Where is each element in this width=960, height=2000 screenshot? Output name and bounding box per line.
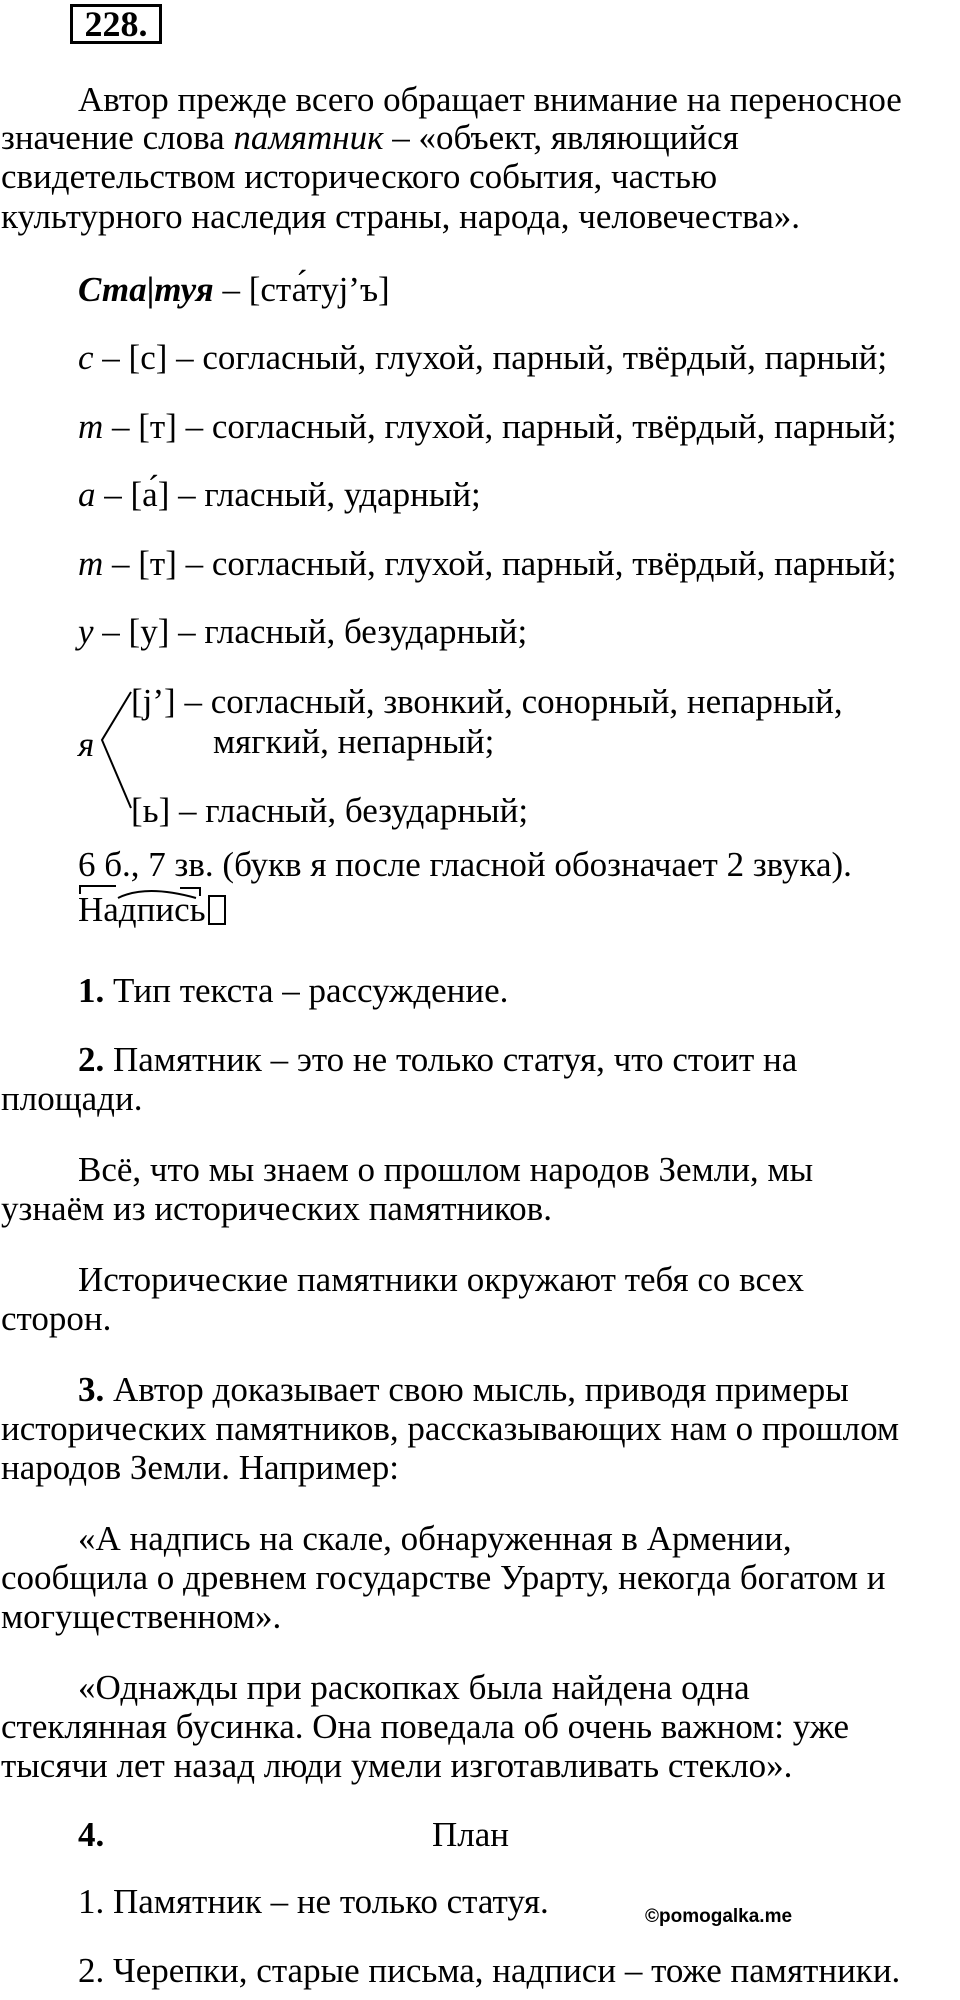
morph-word-text: Надпись	[78, 890, 206, 929]
intro-line-1: Автор прежде всего обращает внимание на переносное	[78, 80, 902, 119]
answer-2-line-2: площади.	[1, 1079, 143, 1118]
paragraph-line: сторон.	[1, 1299, 112, 1338]
ya-sound-1-line-2: мягкий, непарный;	[213, 722, 495, 761]
answer-number: 1.	[78, 971, 105, 1010]
transcription: – [ста́туj’ъ]	[213, 270, 390, 309]
root-arc	[118, 891, 196, 898]
answer-text: Тип текста – рассуждение.	[104, 971, 509, 1010]
watermark: ©pomogalka.me	[645, 1906, 793, 1927]
intro-line-2	[1, 116, 739, 160]
answer-text: Памятник – это не только статуя, что стоит на	[104, 1040, 798, 1079]
sound-description: – [т] – согласный, глухой, парный, твёрдый, парный;	[103, 407, 897, 446]
exercise-number: 228.	[70, 4, 162, 44]
quote-1-line: «А надпись на скале, обнаруженная в Армении,	[78, 1519, 792, 1558]
intro-text: значение слова	[1, 118, 234, 157]
morph-marks	[76, 884, 236, 920]
plan-title: План	[432, 1815, 510, 1854]
answer-2-line-1	[78, 1038, 797, 1082]
intro-text: – «объект, являющийся	[383, 118, 739, 157]
quote-1-line: могущественном».	[1, 1597, 282, 1636]
sound-row	[78, 336, 887, 380]
sound-row	[78, 542, 897, 586]
answer-number: 3.	[78, 1370, 105, 1409]
quote-2-line: «Однажды при раскопках была найдена одна	[78, 1668, 750, 1707]
sound-letter: у	[78, 612, 94, 651]
sound-row	[78, 473, 481, 517]
paragraph-line: Всё, что мы знаем о прошлом народов Земли, мы	[78, 1150, 814, 1189]
answer-1	[78, 969, 508, 1013]
quote-2-line: стеклянная бусинка. Она поведала об очень важном: уже	[1, 1707, 850, 1746]
sound-description: – [у] – гласный, безударный;	[93, 612, 528, 651]
answer-4-number	[78, 1813, 104, 1857]
ya-letter	[78, 723, 94, 767]
prefix-mark	[80, 886, 116, 894]
sound-description: – [с] – согласный, глухой, парный, твёрдый, парный;	[93, 338, 888, 377]
sound-letter: а	[78, 475, 96, 514]
sound-row	[78, 405, 897, 449]
answer-text: Автор доказывает свою мысль, приводя примеры	[104, 1370, 849, 1409]
intro-line-4: культурного наследия страны, народа, человечества».	[1, 197, 801, 236]
sound-letter: т	[78, 544, 104, 583]
sound-description: – [т] – согласный, глухой, парный, твёрдый, парный;	[103, 544, 897, 583]
ya-sound-1-line-1: [j’] – согласный, звонкий, сонорный, непарный,	[131, 682, 843, 721]
intro-italic-word: памятник	[233, 118, 384, 157]
plan-item: 2. Черепки, старые письма, надписи – тоже памятники.	[78, 1951, 901, 1990]
answer-3-line-3: народов Земли. Например:	[1, 1448, 399, 1487]
sound-letter: т	[78, 407, 104, 446]
word-part-2: туя	[154, 270, 214, 309]
paragraph-line: Исторические памятники окружают тебя со всех	[78, 1260, 804, 1299]
sound-letter: с	[78, 338, 94, 377]
paragraph-line: узнаём из исторических памятников.	[1, 1189, 552, 1228]
analysis-summary: 6 б., 7 зв. (букв я после гласной обозначает 2 звука).	[78, 845, 852, 884]
plan-item: 1. Памятник – не только статуя.	[78, 1882, 549, 1921]
quote-2-line: тысячи лет назад люди умели изготавливать стекло».	[1, 1746, 793, 1785]
intro-line-3: свидетельством исторического события, частью	[1, 157, 718, 196]
answer-3-line-2: исторических памятников, рассказывающих нам о прошлом	[1, 1409, 900, 1448]
word-part-1: Ста	[78, 270, 147, 309]
answer-number: 2.	[78, 1040, 105, 1079]
answer-3-line-1	[78, 1368, 849, 1412]
answer-number: 4.	[78, 1815, 105, 1854]
ya-bracket	[96, 690, 136, 820]
ya-sound-2: [ь] – гласный, безударный;	[131, 791, 529, 830]
word-separator: |	[146, 270, 155, 309]
analysis-word	[78, 268, 390, 312]
sound-row	[78, 610, 527, 654]
quote-1-line: сообщила о древнем государстве Урарту, некогда богатом и	[1, 1558, 886, 1597]
sound-description: – [а́] – гласный, ударный;	[95, 475, 481, 514]
ya-letter-text: я	[78, 725, 95, 764]
